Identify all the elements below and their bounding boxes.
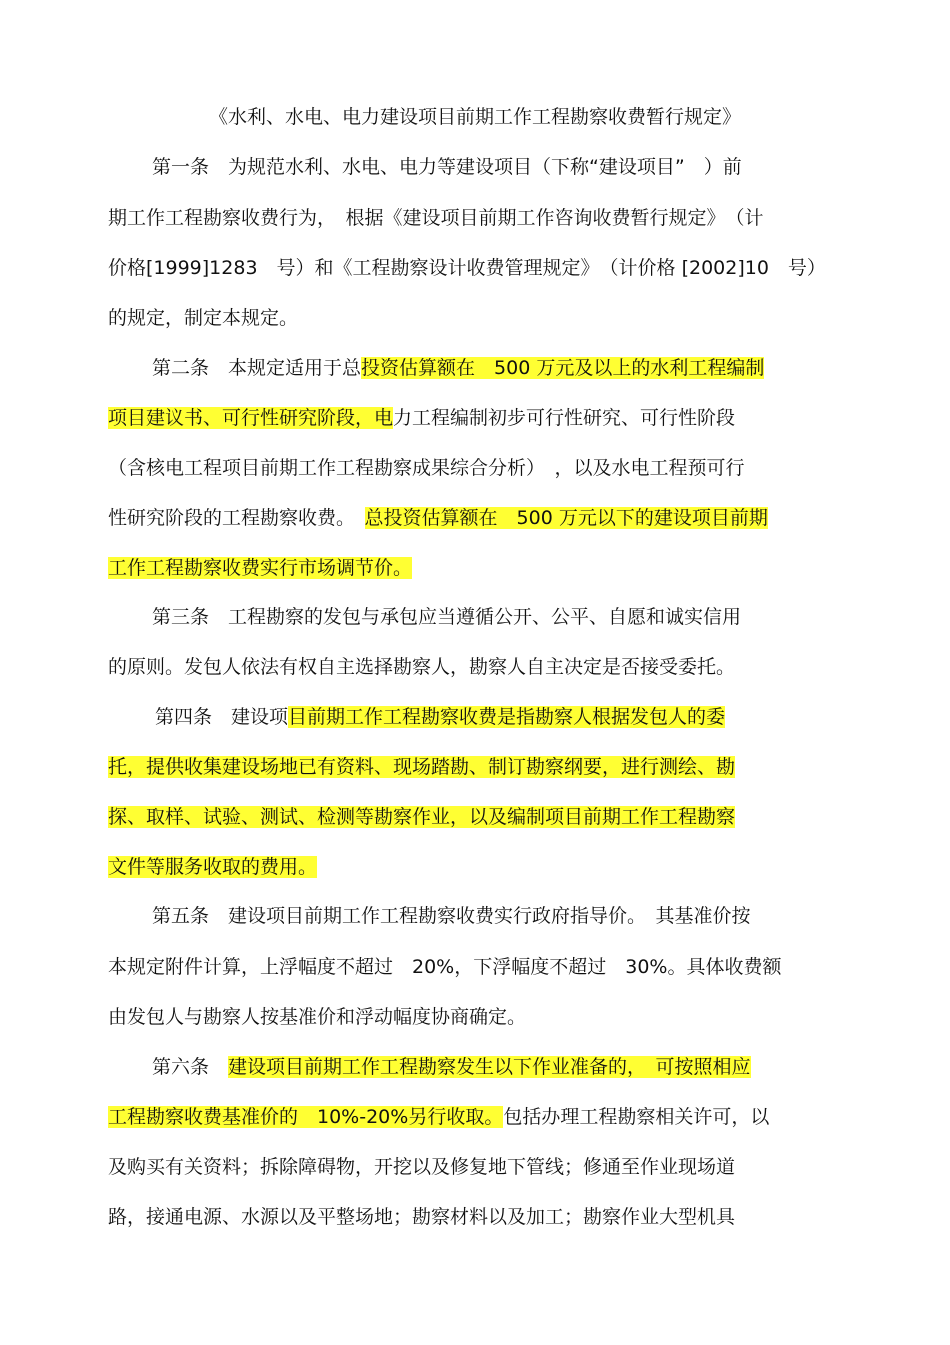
article-4-line-1 bbox=[155, 700, 725, 734]
highlighted-text: 探、取样、试验、测试、检测等勘察作业，以及编制项目前期工作工程勘察 bbox=[108, 806, 736, 828]
highlighted-text: 工作工程勘察收费实行市场调节价。 bbox=[108, 557, 413, 579]
highlighted-text: 总投资估算额在 500 万元以下的建设项目前期 bbox=[364, 507, 768, 529]
document-title: 《水利、水电、电力建设项目前期工作工程勘察收费暂行规定》 bbox=[208, 106, 741, 128]
article-2-line-3: （含核电工程项目前期工作工程勘察成果综合分析） ，以及水电工程预可行 bbox=[108, 457, 745, 479]
highlighted-text: 建设项目前期工作工程勘察发生以下作业准备的， 可按照相应 bbox=[228, 1056, 751, 1078]
article-1-line-4: 的规定，制定本规定。 bbox=[108, 307, 299, 329]
article-5-line-3: 由发包人与勘察人按基准价和浮动幅度协商确定。 bbox=[108, 1006, 527, 1028]
article-4-line-2 bbox=[108, 750, 735, 784]
article-5-line-1: 第五条 建设项目前期工作工程勘察收费实行政府指导价。 其基准价按 bbox=[152, 905, 751, 927]
highlighted-text: 项目建议书、可行性研究阶段，电 bbox=[108, 407, 394, 429]
article-6-line-2 bbox=[108, 1100, 769, 1134]
text-plain: 第六条 bbox=[152, 1056, 229, 1078]
article-4-line-4 bbox=[108, 850, 317, 884]
article-2-line-4 bbox=[108, 501, 768, 535]
article-3-line-1: 第三条 工程勘察的发包与承包应当遵循公开、公平、自愿和诚实信用 bbox=[152, 606, 742, 628]
article-3-line-2: 的原则。发包人依法有权自主选择勘察人，勘察人自主决定是否接受委托。 bbox=[108, 656, 736, 678]
text-plain: 包括办理工程勘察相关许可，以 bbox=[503, 1106, 770, 1128]
highlighted-text: 工程勘察收费基准价的 10%-20%另行收取。 bbox=[108, 1106, 504, 1128]
highlighted-text: 托，提供收集建设场地已有资料、现场踏勘、制订勘察纲要，进行测绘、勘 bbox=[108, 756, 736, 778]
highlighted-text: 目前期工作工程勘察收费是指勘察人根据发包人的委 bbox=[288, 706, 726, 728]
article-2-line-2 bbox=[108, 401, 735, 435]
article-1-line-2: 期工作工程勘察收费行为， 根据《建设项目前期工作咨询收费暂行规定》 （计 bbox=[108, 207, 764, 229]
text-plain: 性研究阶段的工程勘察收费。 bbox=[108, 507, 365, 529]
article-2-line-1 bbox=[152, 351, 764, 385]
text-plain: 第四条 建设项 bbox=[155, 706, 289, 728]
article-5-line-2: 本规定附件计算，上浮幅度不超过 20%，下浮幅度不超过 30%。具体收费额 bbox=[108, 956, 782, 978]
article-6-line-1 bbox=[152, 1050, 751, 1084]
article-6-line-3: 及购买有关资料；拆除障碍物，开挖以及修复地下管线；修通至作业现场道 bbox=[108, 1156, 736, 1178]
highlighted-text: 文件等服务收取的费用。 bbox=[108, 856, 318, 878]
highlighted-text: 投资估算额在 500 万元及以上的水利工程编制 bbox=[361, 357, 765, 379]
article-6-line-4: 路，接通电源、水源以及平整场地；勘察材料以及加工；勘察作业大型机具 bbox=[108, 1206, 736, 1228]
text-plain: 力工程编制初步可行性研究、可行性阶段 bbox=[393, 407, 736, 429]
article-2-line-5 bbox=[108, 551, 412, 585]
text-plain: 第二条 本规定适用于总 bbox=[152, 357, 362, 379]
article-1-line-1: 第一条 为规范水利、水电、电力等建设项目（下称“建设项目” ）前 bbox=[152, 156, 742, 178]
article-1-line-3: 价格[1999]1283 号）和《工程勘察设计收费管理规定》 （计价格 [2002]10 号） bbox=[108, 257, 826, 279]
article-4-line-3 bbox=[108, 800, 735, 834]
